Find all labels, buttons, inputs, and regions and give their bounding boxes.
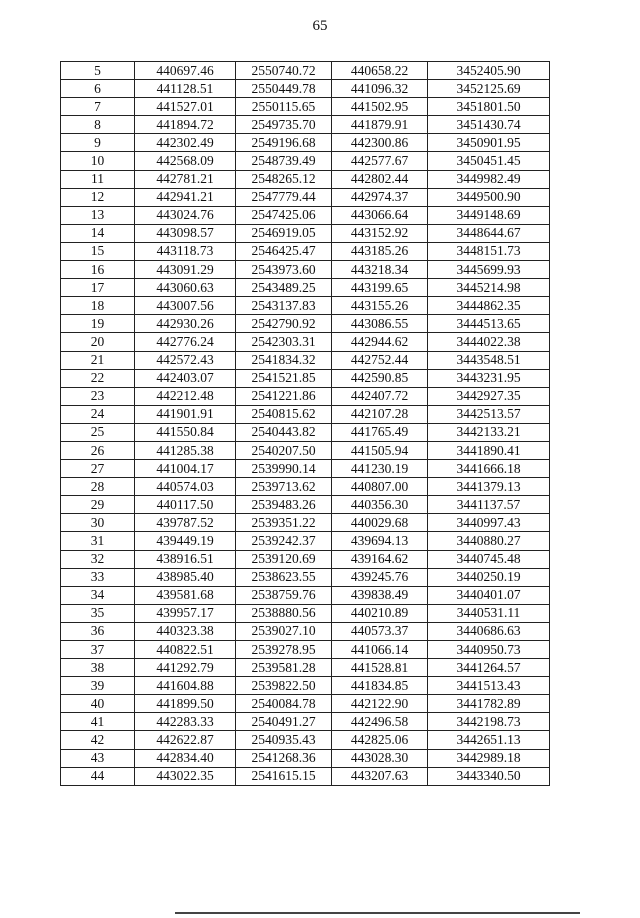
coordinate-cell: 440356.30 xyxy=(332,496,428,514)
coordinate-cell: 2547779.44 xyxy=(236,188,332,206)
table-row xyxy=(61,242,550,260)
table-row xyxy=(61,369,550,387)
coordinate-cell: 439838.49 xyxy=(332,586,428,604)
coordinate-cell: 3442989.18 xyxy=(428,749,550,767)
coordinate-cell: 3442198.73 xyxy=(428,713,550,731)
table-row xyxy=(61,116,550,134)
coordinate-cell: 442407.72 xyxy=(332,387,428,405)
table-row xyxy=(61,134,550,152)
coordinate-cell: 441285.38 xyxy=(135,441,236,459)
point-number-cell: 16 xyxy=(61,261,135,279)
coordinate-cell: 440697.46 xyxy=(135,62,236,80)
point-number-cell: 8 xyxy=(61,116,135,134)
point-number-cell: 5 xyxy=(61,62,135,80)
coordinate-cell: 440029.68 xyxy=(332,514,428,532)
point-number-cell: 32 xyxy=(61,550,135,568)
coordinate-cell: 2550449.78 xyxy=(236,80,332,98)
coordinate-cell: 442572.43 xyxy=(135,351,236,369)
coordinate-cell: 2540815.62 xyxy=(236,405,332,423)
coordinate-cell: 441901.91 xyxy=(135,405,236,423)
coordinate-cell: 3450901.95 xyxy=(428,134,550,152)
table-row xyxy=(61,224,550,242)
coordinate-cell: 3449982.49 xyxy=(428,170,550,188)
table-body xyxy=(61,62,550,786)
table-row xyxy=(61,677,550,695)
coordinate-cell: 443199.65 xyxy=(332,279,428,297)
coordinate-cell: 2539483.26 xyxy=(236,496,332,514)
coordinate-cell: 439164.62 xyxy=(332,550,428,568)
table-row xyxy=(61,423,550,441)
point-number-cell: 44 xyxy=(61,767,135,785)
coordinate-cell: 3443548.51 xyxy=(428,351,550,369)
coordinate-cell: 2549735.70 xyxy=(236,116,332,134)
coordinate-cell: 3444022.38 xyxy=(428,333,550,351)
table-row xyxy=(61,333,550,351)
coordinate-cell: 2539027.10 xyxy=(236,622,332,640)
coordinate-cell: 3441379.13 xyxy=(428,478,550,496)
coordinate-cell: 441128.51 xyxy=(135,80,236,98)
coordinate-cell: 2538759.76 xyxy=(236,586,332,604)
point-number-cell: 7 xyxy=(61,98,135,116)
coordinate-cell: 441894.72 xyxy=(135,116,236,134)
coordinate-cell: 3451801.50 xyxy=(428,98,550,116)
coordinate-cell: 440822.51 xyxy=(135,641,236,659)
coordinate-cell: 442107.28 xyxy=(332,405,428,423)
table-row xyxy=(61,188,550,206)
coordinate-cell: 441004.17 xyxy=(135,460,236,478)
coordinate-cell: 442302.49 xyxy=(135,134,236,152)
coordinate-cell: 442568.09 xyxy=(135,152,236,170)
coordinate-cell: 2540491.27 xyxy=(236,713,332,731)
coordinate-cell: 442403.07 xyxy=(135,369,236,387)
coordinate-cell: 2546425.47 xyxy=(236,242,332,260)
coordinate-cell: 441230.19 xyxy=(332,460,428,478)
coordinate-cell: 440658.22 xyxy=(332,62,428,80)
point-number-cell: 31 xyxy=(61,532,135,550)
coordinate-cell: 2543137.83 xyxy=(236,297,332,315)
coordinate-cell: 439957.17 xyxy=(135,604,236,622)
coordinate-cell: 441765.49 xyxy=(332,423,428,441)
coordinate-cell: 441879.91 xyxy=(332,116,428,134)
coordinate-cell: 2539278.95 xyxy=(236,641,332,659)
coordinate-cell: 3452405.90 xyxy=(428,62,550,80)
coordinate-cell: 2539822.50 xyxy=(236,677,332,695)
coordinate-cell: 2543973.60 xyxy=(236,261,332,279)
coordinate-cell: 3444513.65 xyxy=(428,315,550,333)
table-row xyxy=(61,568,550,586)
coordinate-cell: 440210.89 xyxy=(332,604,428,622)
coordinate-cell: 3449500.90 xyxy=(428,188,550,206)
coordinate-cell: 3444862.35 xyxy=(428,297,550,315)
table-row xyxy=(61,514,550,532)
coordinate-cell: 441528.81 xyxy=(332,659,428,677)
table-row xyxy=(61,622,550,640)
point-number-cell: 18 xyxy=(61,297,135,315)
coordinate-cell: 443028.30 xyxy=(332,749,428,767)
coordinate-cell: 3448644.67 xyxy=(428,224,550,242)
table-row xyxy=(61,604,550,622)
coordinate-cell: 2538623.55 xyxy=(236,568,332,586)
coordinate-cell: 439694.13 xyxy=(332,532,428,550)
coordinate-cell: 443218.34 xyxy=(332,261,428,279)
coordinate-cell: 3442513.57 xyxy=(428,405,550,423)
coordinate-cell: 442930.26 xyxy=(135,315,236,333)
coordinate-cell: 443185.26 xyxy=(332,242,428,260)
coordinate-cell: 443060.63 xyxy=(135,279,236,297)
point-number-cell: 6 xyxy=(61,80,135,98)
coordinate-cell: 442590.85 xyxy=(332,369,428,387)
table-row xyxy=(61,206,550,224)
coordinate-cell: 3442651.13 xyxy=(428,731,550,749)
coordinate-cell: 3440997.43 xyxy=(428,514,550,532)
point-number-cell: 25 xyxy=(61,423,135,441)
coordinate-cell: 3448151.73 xyxy=(428,242,550,260)
table-row xyxy=(61,749,550,767)
table-row xyxy=(61,62,550,80)
coordinate-cell: 3440950.73 xyxy=(428,641,550,659)
coordinate-cell: 3441890.41 xyxy=(428,441,550,459)
coordinate-cell: 2539351.22 xyxy=(236,514,332,532)
coordinate-cell: 3440686.63 xyxy=(428,622,550,640)
coordinate-cell: 443118.73 xyxy=(135,242,236,260)
coordinate-cell: 441899.50 xyxy=(135,695,236,713)
table-row xyxy=(61,152,550,170)
coordinate-cell: 3440401.07 xyxy=(428,586,550,604)
coordinate-cell: 3442133.21 xyxy=(428,423,550,441)
table-row xyxy=(61,496,550,514)
point-number-cell: 42 xyxy=(61,731,135,749)
coordinate-cell: 443007.56 xyxy=(135,297,236,315)
coordinate-cell: 2549196.68 xyxy=(236,134,332,152)
point-number-cell: 41 xyxy=(61,713,135,731)
coordinate-cell: 439245.76 xyxy=(332,568,428,586)
table-row xyxy=(61,405,550,423)
coordinate-cell: 2541834.32 xyxy=(236,351,332,369)
coordinate-cell: 2550740.72 xyxy=(236,62,332,80)
coordinate-cell: 441834.85 xyxy=(332,677,428,695)
coordinate-cell: 3441264.57 xyxy=(428,659,550,677)
coordinate-cell: 441502.95 xyxy=(332,98,428,116)
coordinate-cell: 441604.88 xyxy=(135,677,236,695)
table-row xyxy=(61,279,550,297)
coordinate-cell: 442300.86 xyxy=(332,134,428,152)
table-row xyxy=(61,297,550,315)
point-number-cell: 27 xyxy=(61,460,135,478)
point-number-cell: 34 xyxy=(61,586,135,604)
coordinate-cell: 441096.32 xyxy=(332,80,428,98)
point-number-cell: 9 xyxy=(61,134,135,152)
coordinate-cell: 443155.26 xyxy=(332,297,428,315)
coordinate-cell: 3441137.57 xyxy=(428,496,550,514)
coordinate-cell: 442283.33 xyxy=(135,713,236,731)
table-row xyxy=(61,460,550,478)
table-row xyxy=(61,98,550,116)
coordinate-cell: 2546919.05 xyxy=(236,224,332,242)
coordinate-cell: 2539242.37 xyxy=(236,532,332,550)
coordinate-cell: 3451430.74 xyxy=(428,116,550,134)
coordinate-cell: 442752.44 xyxy=(332,351,428,369)
coordinate-cell: 440573.37 xyxy=(332,622,428,640)
point-number-cell: 10 xyxy=(61,152,135,170)
table-row xyxy=(61,315,550,333)
point-number-cell: 35 xyxy=(61,604,135,622)
coordinate-cell: 442802.44 xyxy=(332,170,428,188)
coordinate-cell: 2540935.43 xyxy=(236,731,332,749)
coordinate-cell: 3441782.89 xyxy=(428,695,550,713)
point-number-cell: 19 xyxy=(61,315,135,333)
coordinate-cell: 2540207.50 xyxy=(236,441,332,459)
coordinate-cell: 443207.63 xyxy=(332,767,428,785)
coordinate-cell: 2539581.28 xyxy=(236,659,332,677)
coordinate-cell: 441292.79 xyxy=(135,659,236,677)
coordinate-cell: 440117.50 xyxy=(135,496,236,514)
point-number-cell: 30 xyxy=(61,514,135,532)
coordinate-cell: 442941.21 xyxy=(135,188,236,206)
point-number-cell: 40 xyxy=(61,695,135,713)
coordinate-cell: 442122.90 xyxy=(332,695,428,713)
coordinate-cell: 443152.92 xyxy=(332,224,428,242)
coordinate-cell: 3450451.45 xyxy=(428,152,550,170)
table-row xyxy=(61,387,550,405)
point-number-cell: 20 xyxy=(61,333,135,351)
point-number-cell: 36 xyxy=(61,622,135,640)
coordinate-cell: 2541521.85 xyxy=(236,369,332,387)
point-number-cell: 21 xyxy=(61,351,135,369)
coordinate-cell: 443022.35 xyxy=(135,767,236,785)
point-number-cell: 29 xyxy=(61,496,135,514)
coordinate-cell: 2539713.62 xyxy=(236,478,332,496)
point-number-cell: 43 xyxy=(61,749,135,767)
point-number-cell: 17 xyxy=(61,279,135,297)
coordinate-cell: 2541268.36 xyxy=(236,749,332,767)
point-number-cell: 23 xyxy=(61,387,135,405)
coordinate-cell: 3449148.69 xyxy=(428,206,550,224)
coordinate-cell: 440323.38 xyxy=(135,622,236,640)
coordinate-cell: 2541221.86 xyxy=(236,387,332,405)
coordinate-cell: 3440880.27 xyxy=(428,532,550,550)
bottom-divider xyxy=(175,912,580,914)
coordinate-cell: 2542790.92 xyxy=(236,315,332,333)
table-row xyxy=(61,641,550,659)
coordinate-cell: 3445214.98 xyxy=(428,279,550,297)
table-row xyxy=(61,80,550,98)
point-number-cell: 39 xyxy=(61,677,135,695)
coordinate-cell: 440574.03 xyxy=(135,478,236,496)
coordinate-cell: 2543489.25 xyxy=(236,279,332,297)
coordinate-cell: 442781.21 xyxy=(135,170,236,188)
coordinate-cell: 439449.19 xyxy=(135,532,236,550)
table-row xyxy=(61,550,550,568)
coordinate-cell: 2548739.49 xyxy=(236,152,332,170)
coordinate-cell: 441550.84 xyxy=(135,423,236,441)
coordinate-cell: 443086.55 xyxy=(332,315,428,333)
coordinate-cell: 441066.14 xyxy=(332,641,428,659)
coordinate-cell: 3442927.35 xyxy=(428,387,550,405)
coordinate-cell: 442825.06 xyxy=(332,731,428,749)
point-number-cell: 33 xyxy=(61,568,135,586)
point-number-cell: 12 xyxy=(61,188,135,206)
coordinate-cell: 442834.40 xyxy=(135,749,236,767)
table-row xyxy=(61,659,550,677)
point-number-cell: 14 xyxy=(61,224,135,242)
coordinate-cell: 438916.51 xyxy=(135,550,236,568)
coordinate-cell: 443024.76 xyxy=(135,206,236,224)
coordinate-cell: 443066.64 xyxy=(332,206,428,224)
coordinate-cell: 438985.40 xyxy=(135,568,236,586)
table-row xyxy=(61,351,550,369)
coordinate-cell: 443091.29 xyxy=(135,261,236,279)
table-row xyxy=(61,586,550,604)
point-number-cell: 38 xyxy=(61,659,135,677)
point-number-cell: 13 xyxy=(61,206,135,224)
point-number-cell: 28 xyxy=(61,478,135,496)
coordinate-cell: 2540084.78 xyxy=(236,695,332,713)
coordinate-cell: 3440250.19 xyxy=(428,568,550,586)
coordinate-cell: 3443340.50 xyxy=(428,767,550,785)
coordinate-cell: 2539120.69 xyxy=(236,550,332,568)
table-row xyxy=(61,713,550,731)
coordinate-cell: 3440531.11 xyxy=(428,604,550,622)
coordinate-cell: 3441666.18 xyxy=(428,460,550,478)
coordinate-cell: 2542303.31 xyxy=(236,333,332,351)
coordinate-cell: 442577.67 xyxy=(332,152,428,170)
point-number-cell: 26 xyxy=(61,441,135,459)
table-row xyxy=(61,532,550,550)
coordinate-cell: 442974.37 xyxy=(332,188,428,206)
coordinate-cell: 443098.57 xyxy=(135,224,236,242)
coordinate-cell: 3445699.93 xyxy=(428,261,550,279)
coordinate-cell: 2548265.12 xyxy=(236,170,332,188)
coordinate-cell: 2539990.14 xyxy=(236,460,332,478)
coordinate-cell: 3440745.48 xyxy=(428,550,550,568)
coordinate-cell: 2547425.06 xyxy=(236,206,332,224)
table-row xyxy=(61,478,550,496)
coordinate-cell: 442212.48 xyxy=(135,387,236,405)
coordinate-cell: 442622.87 xyxy=(135,731,236,749)
point-number-cell: 22 xyxy=(61,369,135,387)
point-number-cell: 11 xyxy=(61,170,135,188)
point-number-cell: 24 xyxy=(61,405,135,423)
point-number-cell: 15 xyxy=(61,242,135,260)
coordinate-cell: 439581.68 xyxy=(135,586,236,604)
coordinate-cell: 2538880.56 xyxy=(236,604,332,622)
coordinate-cell: 442944.62 xyxy=(332,333,428,351)
coordinate-cell: 2550115.65 xyxy=(236,98,332,116)
coordinate-cell: 439787.52 xyxy=(135,514,236,532)
table-row xyxy=(61,170,550,188)
page-number: 65 xyxy=(312,18,328,34)
coordinate-cell: 2541615.15 xyxy=(236,767,332,785)
coordinates-table xyxy=(60,61,550,786)
coordinate-cell: 442496.58 xyxy=(332,713,428,731)
table-row xyxy=(61,695,550,713)
coordinate-cell: 3452125.69 xyxy=(428,80,550,98)
coordinate-cell: 442776.24 xyxy=(135,333,236,351)
table-row xyxy=(61,441,550,459)
coordinate-cell: 3443231.95 xyxy=(428,369,550,387)
table-row xyxy=(61,767,550,785)
coordinate-cell: 440807.00 xyxy=(332,478,428,496)
coordinate-cell: 2540443.82 xyxy=(236,423,332,441)
coordinate-cell: 3441513.43 xyxy=(428,677,550,695)
coordinate-cell: 441527.01 xyxy=(135,98,236,116)
coordinate-cell: 441505.94 xyxy=(332,441,428,459)
table-row xyxy=(61,731,550,749)
table-row xyxy=(61,261,550,279)
point-number-cell: 37 xyxy=(61,641,135,659)
